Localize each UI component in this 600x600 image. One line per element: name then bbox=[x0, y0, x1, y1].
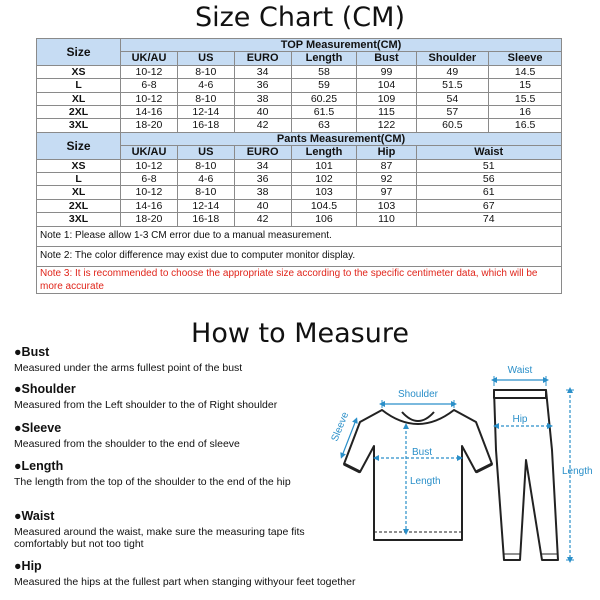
table-cell: 60.5 bbox=[416, 119, 489, 132]
table-cell: 74 bbox=[416, 213, 562, 226]
measurement-diagram bbox=[330, 360, 600, 570]
size-label-cell: XL bbox=[37, 186, 121, 199]
table-cell: 110 bbox=[357, 213, 416, 226]
table-cell: 122 bbox=[357, 119, 416, 132]
note-2: Note 2: The color difference may exist due to computer monitor display. bbox=[37, 246, 562, 266]
table-row bbox=[37, 213, 562, 226]
table-cell: 16 bbox=[489, 106, 562, 119]
table-cell: 99 bbox=[357, 65, 416, 78]
table-cell: 42 bbox=[234, 213, 291, 226]
size-chart-table bbox=[36, 38, 562, 294]
table-cell: 67 bbox=[416, 199, 562, 212]
label-hip: Hip bbox=[512, 414, 528, 425]
pants-col-header: UK/AU bbox=[121, 146, 178, 159]
top-col-header: UK/AU bbox=[121, 52, 178, 65]
table-cell: 104 bbox=[357, 79, 416, 92]
measure-head: ●Waist bbox=[14, 509, 55, 523]
table-cell: 97 bbox=[357, 186, 416, 199]
note-1: Note 1: Please allow 1-3 CM error due to a manual measurement. bbox=[37, 226, 562, 246]
how-to-measure-title: How to Measure bbox=[191, 318, 409, 349]
size-label-cell: 2XL bbox=[37, 106, 121, 119]
table-cell: 10-12 bbox=[121, 65, 178, 78]
table-cell: 103 bbox=[291, 186, 357, 199]
table-row bbox=[37, 79, 562, 92]
label-bust: Bust bbox=[411, 447, 433, 458]
table-cell: 8-10 bbox=[177, 65, 234, 78]
table-cell: 56 bbox=[416, 173, 562, 186]
size-label-cell: XS bbox=[37, 159, 121, 172]
size-label-cell: L bbox=[37, 173, 121, 186]
table-cell: 34 bbox=[234, 159, 291, 172]
measure-item-waist bbox=[14, 509, 344, 550]
measure-head: ●Length bbox=[14, 459, 64, 473]
measure-head: ●Hip bbox=[14, 559, 42, 573]
table-cell: 92 bbox=[357, 173, 416, 186]
table-cell: 54 bbox=[416, 92, 489, 105]
pants-col-header: Hip bbox=[357, 146, 416, 159]
table-cell: 8-10 bbox=[177, 186, 234, 199]
table-cell: 40 bbox=[234, 199, 291, 212]
table-cell: 10-12 bbox=[121, 159, 178, 172]
size-label-cell: 2XL bbox=[37, 199, 121, 212]
table-cell: 34 bbox=[234, 65, 291, 78]
label-shoulder: Shoulder bbox=[397, 389, 439, 400]
top-size-header: Size bbox=[37, 39, 121, 66]
table-cell: 12-14 bbox=[177, 199, 234, 212]
table-cell: 63 bbox=[291, 119, 357, 132]
table-cell: 12-14 bbox=[177, 106, 234, 119]
table-cell: 15 bbox=[489, 79, 562, 92]
table-row bbox=[37, 92, 562, 105]
top-col-header: EURO bbox=[234, 52, 291, 65]
label-length-top: Length bbox=[410, 476, 441, 487]
table-cell: 38 bbox=[234, 186, 291, 199]
measure-head: ●Shoulder bbox=[14, 382, 76, 396]
table-cell: 16-18 bbox=[177, 213, 234, 226]
label-sleeve: Sleeve bbox=[330, 410, 352, 444]
table-cell: 49 bbox=[416, 65, 489, 78]
measure-desc: Measured from the Left shoulder to the of Right shoulder bbox=[14, 399, 278, 411]
measure-item-shoulder bbox=[14, 382, 344, 411]
table-row bbox=[37, 199, 562, 212]
table-row bbox=[37, 173, 562, 186]
table-cell: 58 bbox=[291, 65, 357, 78]
table-cell: 10-12 bbox=[121, 186, 178, 199]
measure-item-sleeve bbox=[14, 421, 344, 450]
table-cell: 42 bbox=[234, 119, 291, 132]
table-row bbox=[37, 106, 562, 119]
top-col-header: Sleeve bbox=[489, 52, 562, 65]
pants-group-header: Pants Measurement(CM) bbox=[121, 132, 562, 145]
table-cell: 16-18 bbox=[177, 119, 234, 132]
table-cell: 115 bbox=[357, 106, 416, 119]
top-col-header: US bbox=[177, 52, 234, 65]
table-cell: 8-10 bbox=[177, 92, 234, 105]
measure-head: ●Bust bbox=[14, 345, 50, 359]
table-cell: 61.5 bbox=[291, 106, 357, 119]
table-cell: 59 bbox=[291, 79, 357, 92]
table-row bbox=[37, 159, 562, 172]
table-cell: 6-8 bbox=[121, 173, 178, 186]
top-col-header: Shoulder bbox=[416, 52, 489, 65]
table-cell: 16.5 bbox=[489, 119, 562, 132]
table-cell: 15.5 bbox=[489, 92, 562, 105]
top-group-header: TOP Measurement(CM) bbox=[121, 39, 562, 52]
table-cell: 51 bbox=[416, 159, 562, 172]
table-cell: 14.5 bbox=[489, 65, 562, 78]
table-cell: 57 bbox=[416, 106, 489, 119]
table-cell: 14-16 bbox=[121, 199, 178, 212]
measure-head: ●Sleeve bbox=[14, 421, 62, 435]
pants-col-header: Length bbox=[291, 146, 357, 159]
table-cell: 18-20 bbox=[121, 213, 178, 226]
pants-col-header: EURO bbox=[234, 146, 291, 159]
measure-item-length bbox=[14, 459, 344, 488]
table-cell: 51.5 bbox=[416, 79, 489, 92]
tshirt-icon bbox=[344, 410, 492, 540]
size-label-cell: XL bbox=[37, 92, 121, 105]
measure-item-bust bbox=[14, 345, 344, 374]
pants-col-header: US bbox=[177, 146, 234, 159]
table-cell: 38 bbox=[234, 92, 291, 105]
table-cell: 109 bbox=[357, 92, 416, 105]
size-label-cell: XS bbox=[37, 65, 121, 78]
table-cell: 101 bbox=[291, 159, 357, 172]
table-cell: 4-6 bbox=[177, 173, 234, 186]
table-cell: 36 bbox=[234, 79, 291, 92]
label-length-pants: Length bbox=[562, 466, 593, 477]
table-cell: 8-10 bbox=[177, 159, 234, 172]
size-label-cell: 3XL bbox=[37, 119, 121, 132]
table-row bbox=[37, 65, 562, 78]
table-cell: 104.5 bbox=[291, 199, 357, 212]
table-cell: 61 bbox=[416, 186, 562, 199]
pants-col-header: Waist bbox=[416, 146, 562, 159]
table-row bbox=[37, 119, 562, 132]
table-cell: 10-12 bbox=[121, 92, 178, 105]
size-label-cell: 3XL bbox=[37, 213, 121, 226]
table-cell: 102 bbox=[291, 173, 357, 186]
table-cell: 87 bbox=[357, 159, 416, 172]
table-cell: 36 bbox=[234, 173, 291, 186]
label-waist: Waist bbox=[507, 365, 533, 376]
table-cell: 18-20 bbox=[121, 119, 178, 132]
table-row bbox=[37, 186, 562, 199]
measure-desc: Measured from the shoulder to the end of sleeve bbox=[14, 438, 240, 450]
size-label-cell: L bbox=[37, 79, 121, 92]
measure-desc: Measured around the waist, make sure the measuring tape fits comfortably but not too tight bbox=[14, 526, 305, 550]
table-cell: 4-6 bbox=[177, 79, 234, 92]
measure-desc: Measured the hips at the fullest part when stanging withyour feet together bbox=[14, 576, 356, 588]
table-cell: 14-16 bbox=[121, 106, 178, 119]
size-chart-title: Size Chart (CM) bbox=[194, 2, 405, 33]
measure-desc: Measured under the arms fullest point of the bust bbox=[14, 362, 243, 374]
note-3: Note 3: It is recommended to choose the appropriate size according to the specific centimeter data, which will be more accurate bbox=[37, 266, 562, 293]
top-col-header: Length bbox=[291, 52, 357, 65]
table-cell: 40 bbox=[234, 106, 291, 119]
table-cell: 106 bbox=[291, 213, 357, 226]
table-cell: 60.25 bbox=[291, 92, 357, 105]
table-cell: 103 bbox=[357, 199, 416, 212]
table-cell: 6-8 bbox=[121, 79, 178, 92]
measure-desc: The length from the top of the shoulder to the end of the hip bbox=[14, 476, 291, 488]
pants-size-header: Size bbox=[37, 132, 121, 159]
top-col-header: Bust bbox=[357, 52, 416, 65]
